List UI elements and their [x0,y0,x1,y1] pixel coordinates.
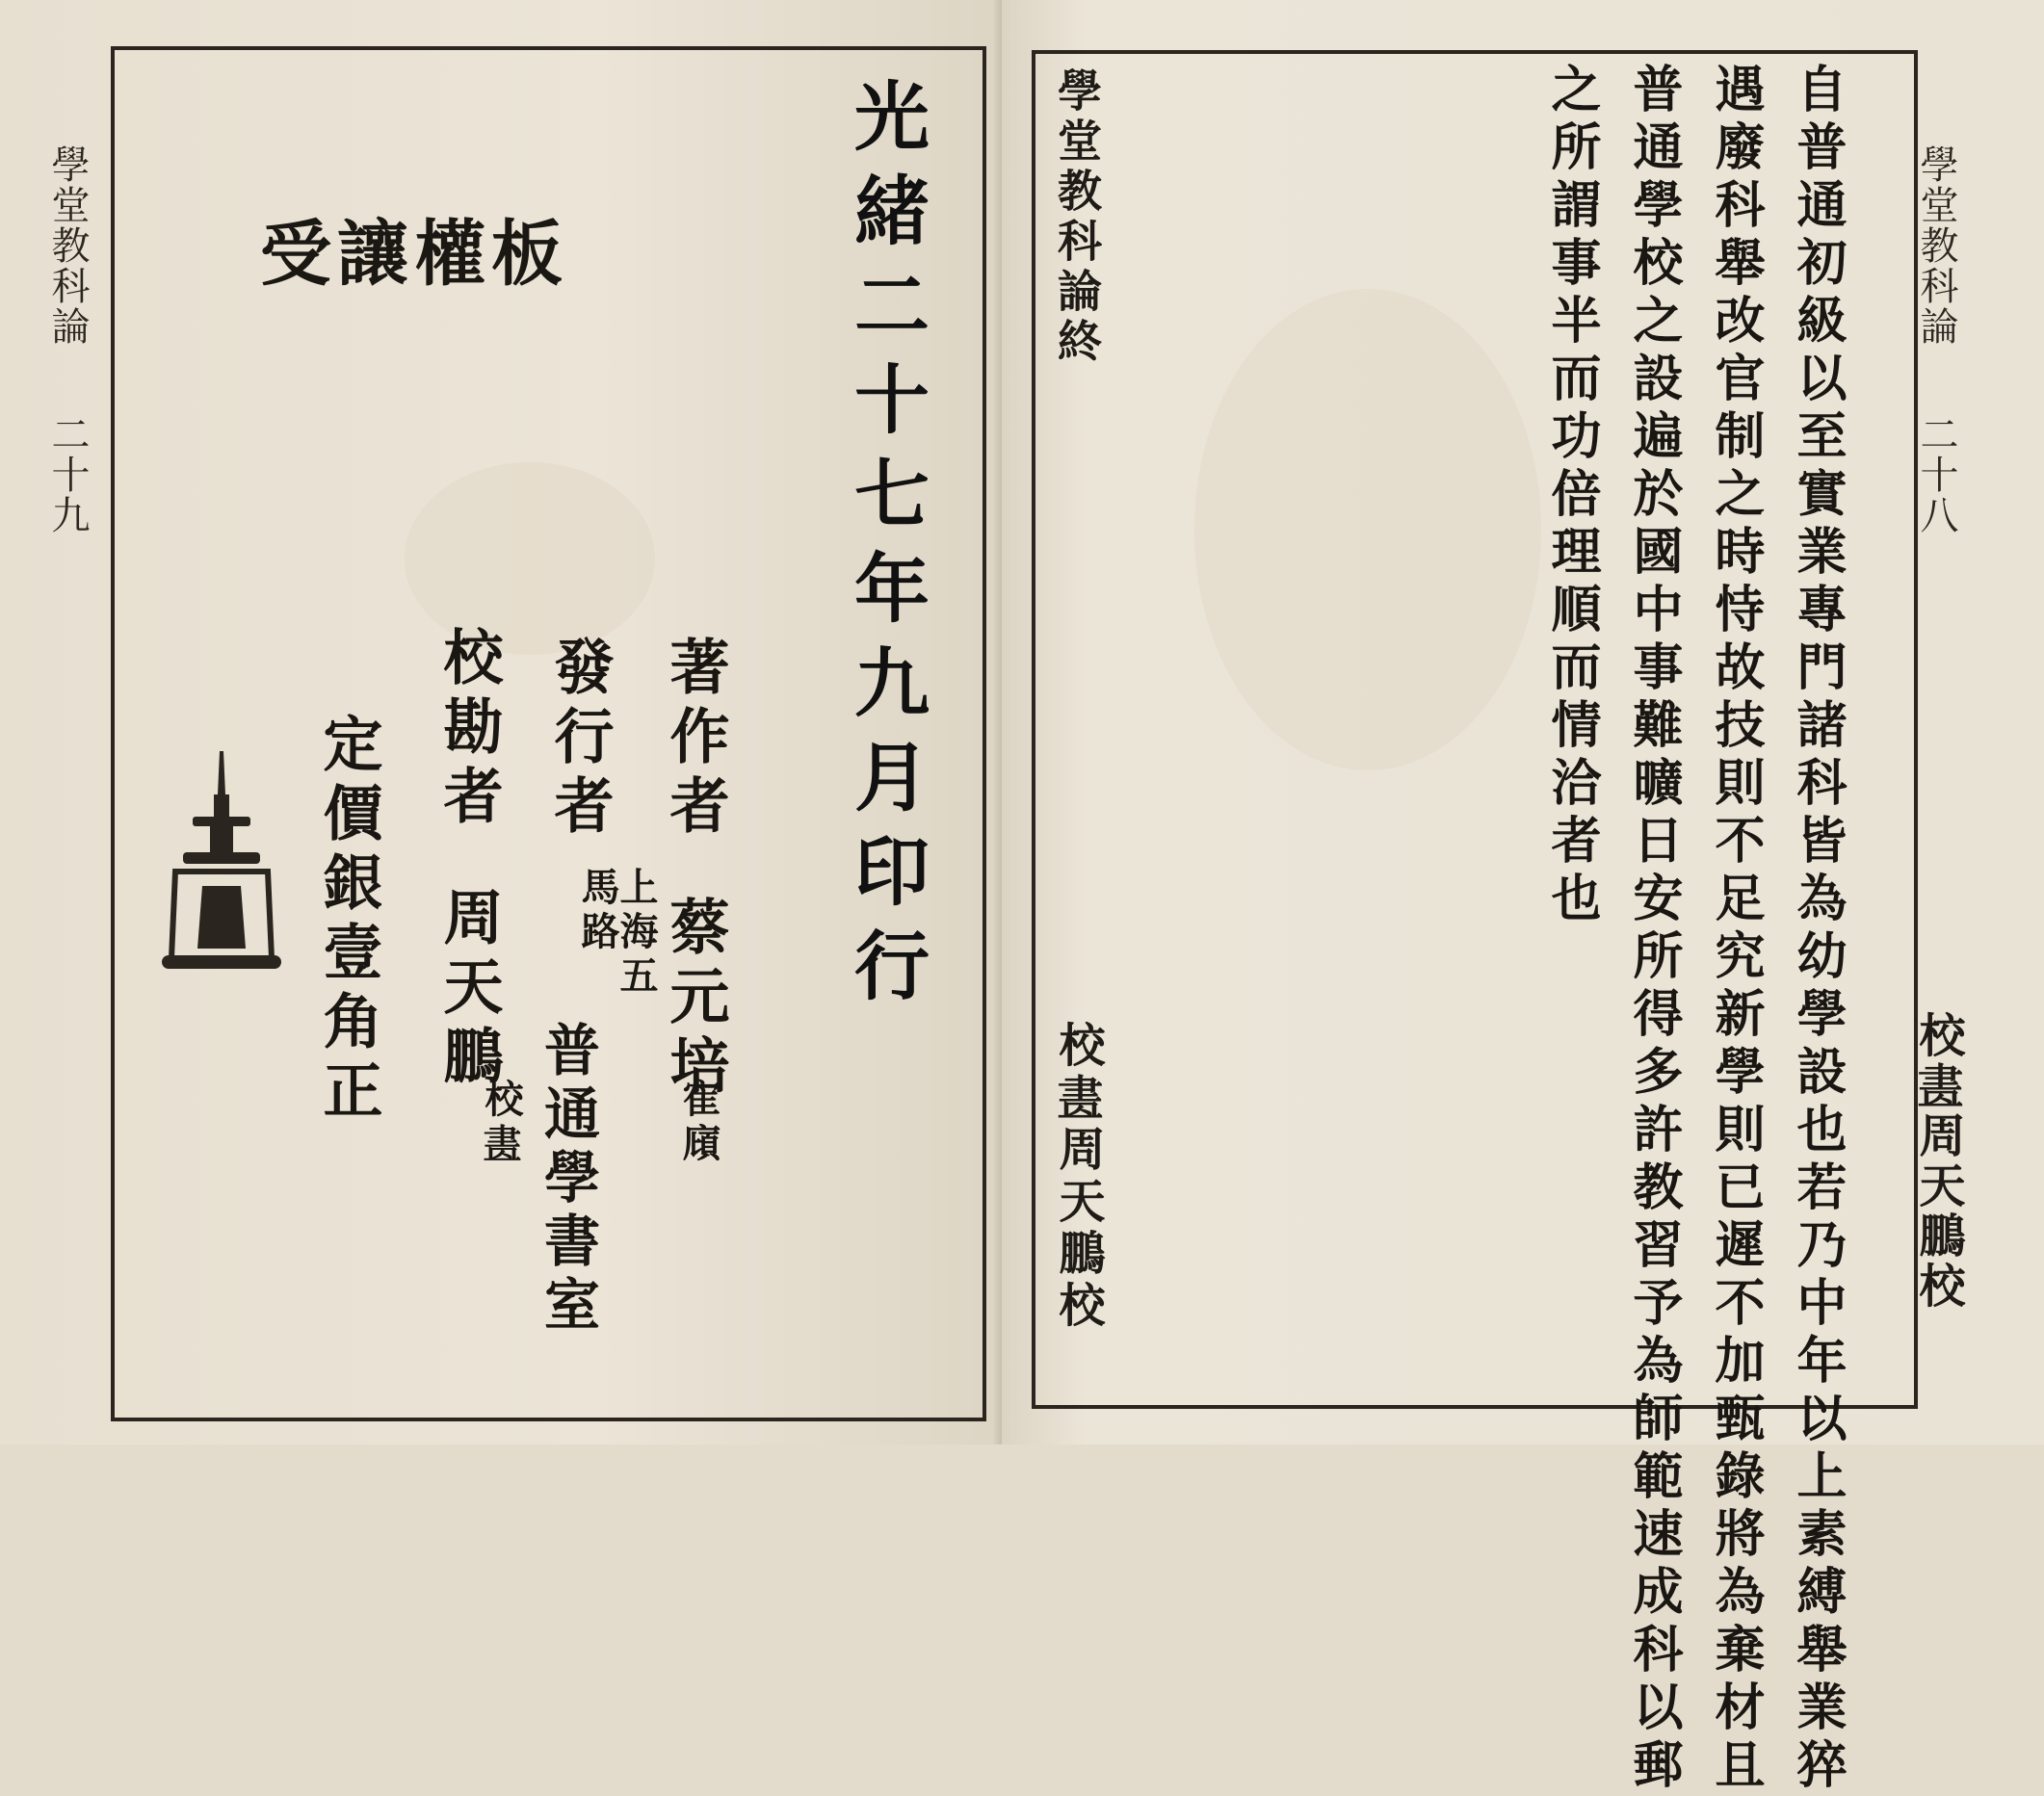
copyright-notice: 板權讓受 [260,213,568,296]
bell-emblem-icon [154,742,289,982]
proofreader-suffix: 校𦘕 [479,1079,524,1167]
margin-title-left: 學堂教科論 [45,144,90,347]
margin-proofreader-right: 校𦘕周天鵬校 [1911,1011,1965,1312]
body-column-4: 之所謂事半而功倍理順而情洽者也 [1542,63,1601,929]
proofreader-label: 校勘者 [433,626,504,834]
author-suffix: 寉廎 [676,1079,721,1167]
body-column-1: 自普通初級以至實業專門諸科皆為幼學設也若乃中年以上素縛舉業猝 [1788,63,1847,1796]
author-label: 著作者 [660,636,730,844]
price: 定價銀壹角正 [313,713,383,1129]
author-name: 蔡元培 [660,896,730,1104]
proofreader-name: 周天鵬 [433,886,504,1094]
publisher-name: 普通學書室 [535,1021,600,1339]
publisher-address: 上海五馬路 [575,867,659,1000]
margin-page-number-right: 二十八 [1914,414,1958,535]
left-page [0,0,1002,1445]
print-date: 光緒二十七年九月印行 [842,77,930,1021]
margin-title-right: 學堂教科論 [1914,144,1958,347]
body-column-3: 普通學校之設遍於國中事難曠日安所得多許教習予為師範速成科以郵 [1624,63,1683,1796]
end-proofreader: 校𦘕周天鵬校 [1051,1021,1105,1333]
text-frame [1032,50,1918,1409]
margin-page-number-left: 二十九 [45,414,90,535]
body-column-2: 遇廢科舉改官制之時恃故技則不足究新學則已遲不加甄錄將為棄材且 [1706,63,1765,1796]
end-title: 學堂教科論終 [1051,67,1103,368]
publisher-label: 發行者 [544,636,615,844]
